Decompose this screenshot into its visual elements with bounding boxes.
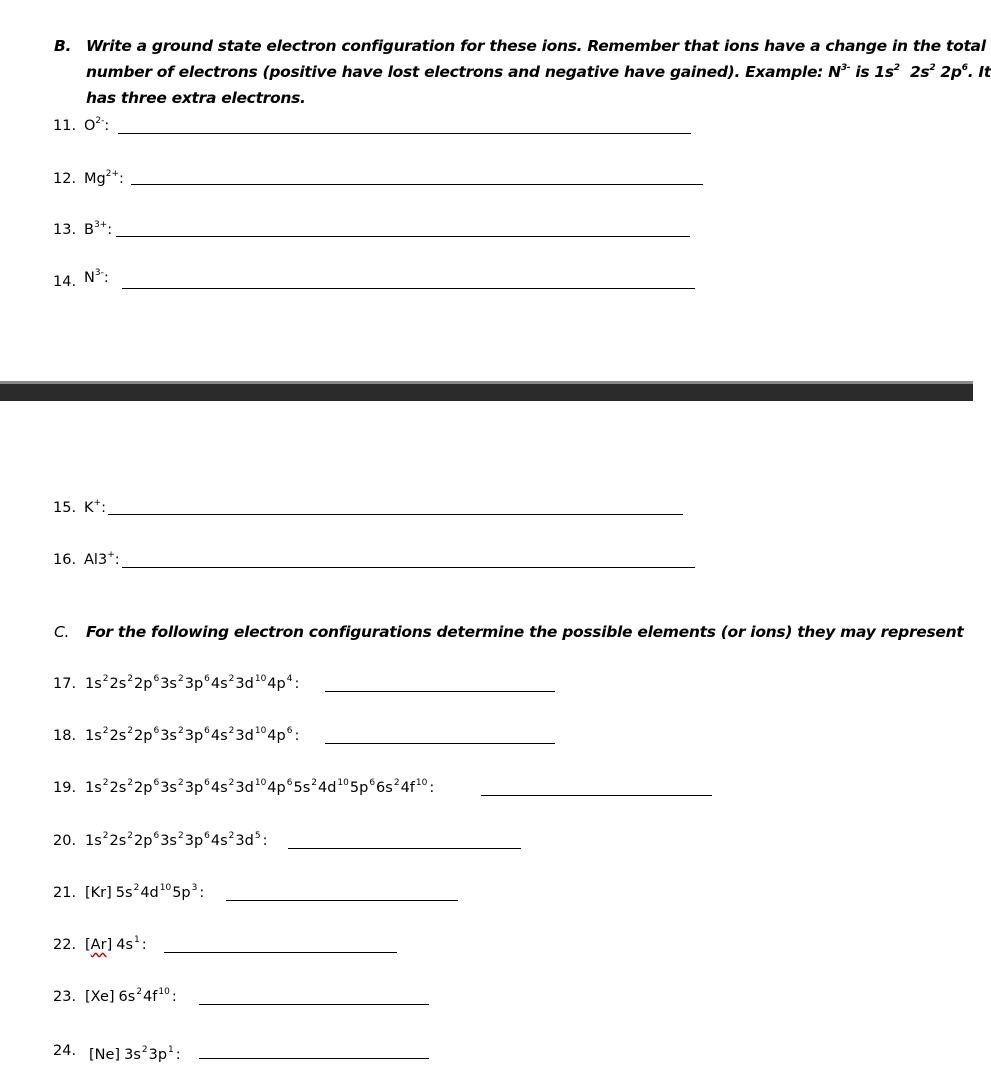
- orbital-electrons: 10: [415, 778, 428, 788]
- orbital: 3p: [148, 1047, 168, 1063]
- orbital-electrons: 2: [141, 1045, 148, 1055]
- colon: :: [104, 118, 110, 134]
- example-2s: 2s: [899, 63, 930, 81]
- orbital: 4s: [210, 833, 228, 849]
- orbital-electrons: 2: [102, 778, 109, 788]
- orbital-electrons: 2: [133, 883, 140, 893]
- section-b-letter: B.: [54, 37, 72, 55]
- orbital-electrons: 3: [191, 883, 198, 893]
- ion-charge: 2+: [105, 169, 119, 179]
- orbital-electrons: 2: [228, 726, 235, 736]
- colon: :: [103, 270, 109, 286]
- ion-symbol: Mg: [84, 171, 106, 187]
- example-charge: 3-: [840, 63, 851, 73]
- colon: :: [429, 780, 435, 796]
- answer-line[interactable]: [199, 1004, 429, 1005]
- question-number: 14.: [53, 274, 77, 290]
- orbital: 1s: [85, 728, 102, 744]
- core-bracket: ]: [106, 937, 113, 953]
- section-c-letter: C.: [54, 623, 70, 641]
- orbital-electrons: 4: [286, 674, 293, 684]
- colon: :: [114, 552, 120, 568]
- question-number: 22.: [53, 937, 77, 953]
- orbital: 3s: [160, 728, 177, 744]
- orbital-electrons: 10: [254, 778, 267, 788]
- orbital: 4f: [143, 989, 158, 1005]
- colon: :: [171, 989, 177, 1005]
- example-exp-3: 6: [961, 63, 968, 73]
- ion-label: [84, 270, 109, 286]
- section-b-line2-text: number of electrons (positive have lost electrons and negative have gained). Example: N: [86, 63, 841, 81]
- colon: :: [107, 222, 113, 238]
- orbital: 3s: [124, 1047, 141, 1063]
- section-b-line1: Write a ground state electron configuration for these ions. Remember that ions have a change in the total: [86, 37, 986, 55]
- orbital-electrons: 2: [393, 778, 400, 788]
- question-number: 24.: [53, 1043, 77, 1059]
- orbital: 4s: [210, 728, 228, 744]
- config-question-20: [53, 833, 267, 849]
- orbital: 2p: [134, 833, 153, 849]
- ion-symbol: K: [84, 500, 94, 516]
- orbital: 4s: [116, 937, 134, 953]
- orbital: 5p: [172, 885, 191, 901]
- orbital-electrons: 6: [204, 674, 210, 684]
- question-number: 11.: [53, 118, 77, 134]
- ion-charge: 2-: [95, 116, 105, 126]
- orbital: 2s: [109, 833, 127, 849]
- ion-charge: +: [93, 498, 102, 508]
- config-question-24: [53, 1043, 181, 1063]
- orbital-electrons: 2: [228, 674, 235, 684]
- config-question-21: [53, 885, 204, 901]
- orbital: 2p: [134, 728, 153, 744]
- answer-line[interactable]: [116, 236, 690, 237]
- orbital: 4s: [210, 780, 228, 796]
- answer-line[interactable]: [108, 514, 683, 515]
- colon: :: [141, 937, 147, 953]
- example-2p: 2p: [935, 63, 962, 81]
- orbital-electrons: 6: [286, 726, 293, 736]
- orbital: 5p: [349, 780, 369, 796]
- orbital-electrons: 2: [177, 726, 184, 736]
- ion-label: [84, 171, 124, 187]
- colon: :: [119, 171, 124, 187]
- ion-symbol: O: [84, 118, 96, 134]
- orbital-electrons: 10: [337, 778, 349, 788]
- colon: :: [199, 885, 205, 901]
- orbital-electrons: 6: [153, 831, 160, 841]
- orbital: 3s: [160, 780, 177, 796]
- orbital-electrons: 2: [177, 831, 184, 841]
- ion-charge: +: [107, 550, 115, 560]
- question-number: 16.: [53, 552, 77, 568]
- orbital: 5s: [115, 885, 133, 901]
- orbital: 4f: [400, 780, 415, 796]
- orbital: 2s: [109, 780, 127, 796]
- ion-label: [84, 552, 120, 568]
- ion-label: [84, 500, 106, 516]
- colon: :: [262, 833, 268, 849]
- orbital-electrons: 10: [159, 883, 172, 893]
- orbital: 2p: [134, 780, 153, 796]
- orbital: 4s: [210, 676, 228, 692]
- config-question-23: [53, 989, 177, 1005]
- section-c-instructions: For the following electron configurations determine the possible elements (or ions) they may represent: [86, 623, 964, 641]
- section-b-line2: [86, 63, 991, 81]
- orbital: 3p: [184, 833, 204, 849]
- orbital: 3p: [184, 780, 204, 796]
- orbital-electrons: 6: [153, 778, 160, 788]
- question-number: 13.: [53, 222, 77, 238]
- orbital-electrons: 2: [102, 831, 109, 841]
- orbital-electrons: 10: [158, 987, 170, 997]
- orbital-electrons: 6: [153, 726, 160, 736]
- config-question-22: [53, 937, 147, 953]
- answer-line[interactable]: [118, 133, 691, 134]
- orbital: 3s: [160, 833, 177, 849]
- ion-charge-digit: 3: [97, 552, 108, 568]
- orbital: 4p: [267, 728, 286, 744]
- colon: :: [101, 500, 106, 516]
- orbital-electrons: 2: [228, 778, 235, 788]
- noble-gas-core: [Kr]: [85, 885, 112, 901]
- question-number: 12.: [53, 171, 77, 187]
- answer-line[interactable]: [325, 691, 555, 692]
- orbital: 2p: [134, 676, 153, 692]
- answer-line[interactable]: [481, 795, 712, 796]
- ion-symbol: Al: [84, 552, 98, 568]
- orbital-electrons: 2: [127, 674, 134, 684]
- colon: :: [294, 676, 300, 692]
- orbital: 4d: [317, 780, 337, 796]
- section-b-line3: has three extra electrons.: [86, 89, 306, 107]
- answer-line[interactable]: [122, 288, 695, 289]
- question-number: 23.: [53, 989, 77, 1005]
- orbital-electrons: 1: [134, 935, 140, 945]
- orbital-electrons: 2: [102, 726, 109, 736]
- colon: :: [175, 1047, 181, 1063]
- orbital: 4d: [140, 885, 159, 901]
- answer-line[interactable]: [131, 184, 703, 185]
- orbital: 3d: [235, 833, 254, 849]
- orbital: 3p: [184, 676, 204, 692]
- orbital-electrons: 2: [127, 726, 134, 736]
- question-number: 17.: [53, 676, 77, 692]
- orbital-electrons: 2: [177, 778, 184, 788]
- orbital-electrons: 6: [204, 778, 210, 788]
- answer-line[interactable]: [164, 952, 397, 953]
- question-number: 20.: [53, 833, 77, 849]
- orbital-electrons: 5: [254, 831, 261, 841]
- orbital-electrons: 6: [286, 778, 293, 788]
- orbital: 2s: [109, 676, 127, 692]
- orbital: 3s: [160, 676, 177, 692]
- orbital: 6s: [376, 780, 393, 796]
- orbital: 2s: [109, 728, 127, 744]
- question-number: 15.: [53, 500, 77, 516]
- core-bracket: [: [85, 937, 91, 953]
- orbital: 1s: [85, 676, 102, 692]
- orbital-electrons: 6: [204, 831, 210, 841]
- orbital: 4p: [267, 780, 286, 796]
- orbital-electrons: 2: [127, 831, 134, 841]
- orbital: 6s: [118, 989, 136, 1005]
- orbital-electrons: 2: [102, 674, 109, 684]
- orbital-electrons: 2: [177, 674, 184, 684]
- ion-symbol: B: [84, 222, 94, 238]
- orbital-electrons: 2: [136, 987, 143, 997]
- orbital: 1s: [85, 780, 102, 796]
- orbital: 3d: [235, 780, 254, 796]
- page-break-bar: [0, 381, 973, 401]
- orbital: 3d: [235, 676, 254, 692]
- example-mid: is 1s: [850, 63, 894, 81]
- section-b-line2-end: . It: [967, 63, 991, 81]
- ion-charge: 3-: [94, 268, 104, 278]
- answer-line[interactable]: [288, 848, 521, 849]
- orbital: 3d: [235, 728, 254, 744]
- orbital-electrons: 2: [228, 831, 235, 841]
- orbital-electrons: 6: [369, 778, 376, 788]
- orbital-electrons: 10: [254, 726, 267, 736]
- ion-label: [84, 118, 109, 134]
- noble-gas-core: Ar: [90, 937, 107, 953]
- orbital-electrons: 1: [168, 1045, 174, 1055]
- noble-gas-core: [Ne]: [89, 1047, 121, 1063]
- orbital-electrons: 2: [127, 778, 134, 788]
- example-exp-1: 2: [893, 63, 900, 73]
- answer-line[interactable]: [199, 1058, 429, 1059]
- ion-label: [84, 222, 112, 238]
- orbital: 4p: [267, 676, 286, 692]
- orbital: 1s: [85, 833, 102, 849]
- orbital: 5s: [293, 780, 311, 796]
- orbital-electrons: 6: [204, 726, 210, 736]
- ion-symbol: N: [84, 270, 95, 286]
- question-number: 19.: [53, 780, 77, 796]
- colon: :: [294, 728, 300, 744]
- example-exp-2: 2: [929, 63, 936, 73]
- question-number: 21.: [53, 885, 77, 901]
- ion-charge: 3+: [93, 220, 108, 230]
- answer-line[interactable]: [226, 900, 458, 901]
- orbital-electrons: 2: [311, 778, 317, 788]
- config-question-19: [53, 780, 434, 796]
- orbital-electrons: 10: [254, 674, 267, 684]
- noble-gas-core: [Xe]: [85, 989, 115, 1005]
- answer-line[interactable]: [122, 567, 695, 568]
- answer-line[interactable]: [325, 743, 555, 744]
- config-question-18: [53, 728, 299, 744]
- config-question-17: [53, 676, 299, 692]
- question-number: 18.: [53, 728, 77, 744]
- orbital: 3p: [184, 728, 204, 744]
- orbital-electrons: 6: [153, 674, 160, 684]
